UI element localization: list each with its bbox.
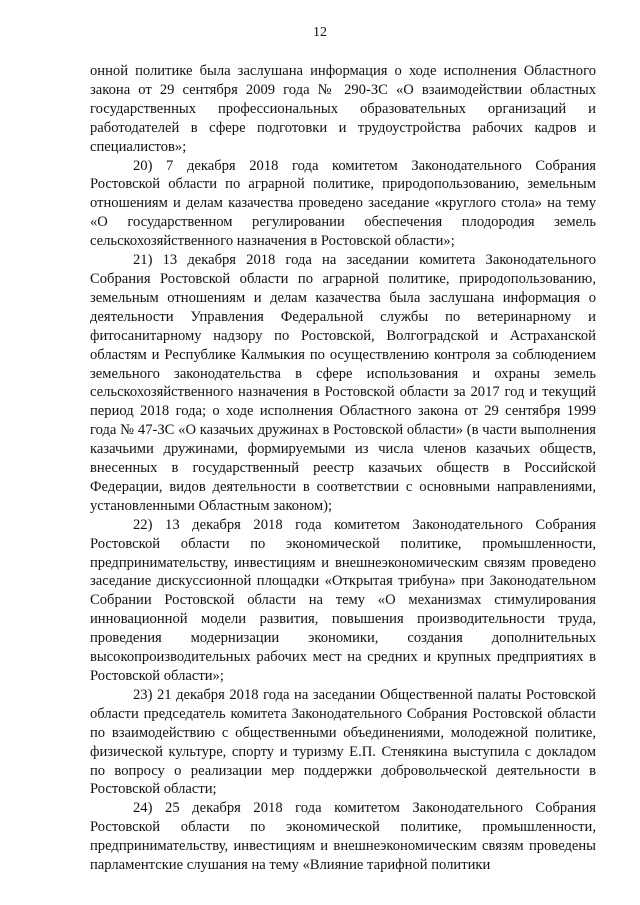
document-body <box>90 62 596 875</box>
paragraph-item-22: 22) 13 декабря 2018 года комитетом Законодательного Собрания Ростовской области по экономической политике, промышленности, предпринимательству, инвестициям и внешнеэкономическим связям проведено заседание дискуссионной площадки «Открытая трибуна» при Законодательном Собрании Ростовской области на тему «О механизмах стимулирования инновационной модели развития, повышения производительности труда, проведения модернизации экономики, создания дополнительных высокопроизводительных рабочих мест на средних и крупных предприятиях в Ростовской области»; <box>90 516 596 684</box>
page-number: 12 <box>313 25 327 40</box>
paragraph-item-20: 20) 7 декабря 2018 года комитетом Законодательного Собрания Ростовской области по аграрной политике, природопользованию, земельным отношениям и делам казачества проведено заседание «круглого стола» на тему «О государственном регулировании обеспечения плодородия земель сельскохозяйственного назначения в Ростовской области»; <box>90 157 596 250</box>
paragraph-item-24: 24) 25 декабря 2018 года комитетом Законодательного Собрания Ростовской области по экономической политике, промышленности, предпринимательству, инвестициям и внешнеэкономическим связям проведены парламентские слушания на тему «Влияние тарифной политики <box>90 800 596 874</box>
paragraph-item-21: 21) 13 декабря 2018 года на заседании комитета Законодательного Собрания Ростовской области по аграрной политике, природопользованию, земельным отношениям и делам казачества была заслушана информация о деятельности Управления Федеральной службы по ветеринарному и фитосанитарному надзору по Ростовской, Волгоградской и Астраханской областям и Республике Калмыкия по осуществлению контроля за соблюдением земельного законодательства в сфере использования и охраны земель сельскохозяйственного назначения в Ростовской области за 2017 год и текущий период 2018 года; о ходе исполнения Областного закона от 29 сентября 1999 года № 47-ЗС «О казачьих дружинах в Ростовской области» (в части выполнения казачьими дружинами, формируемыми из числа членов казачьих обществ, внесенных в государственный реестр казачьих обществ в Российской Федерации, видов деятельности в соответствии с основными направлениями, установленными Областным законом); <box>90 252 596 514</box>
paragraph-continuation: онной политике была заслушана информация о ходе исполнения Областного закона от 29 сентября 2009 года № 290-ЗС «О взаимодействии областных государственных профессиональных образовательных организаций и работодателей в сфере подготовки и трудоустройства рабочих кадров и специалистов»; <box>90 63 596 155</box>
paragraph-item-23: 23) 21 декабря 2018 года на заседании Общественной палаты Ростовской области председатель комитета Законодательного Собрания Ростовской области по взаимодействию с общественными объединениями, молодежной политике, физической культуре, спорту и туризму Е.П. Стенякина выступила с докладом по вопросу о реализации мер поддержки добровольческой деятельности в Ростовской области; <box>90 686 596 798</box>
